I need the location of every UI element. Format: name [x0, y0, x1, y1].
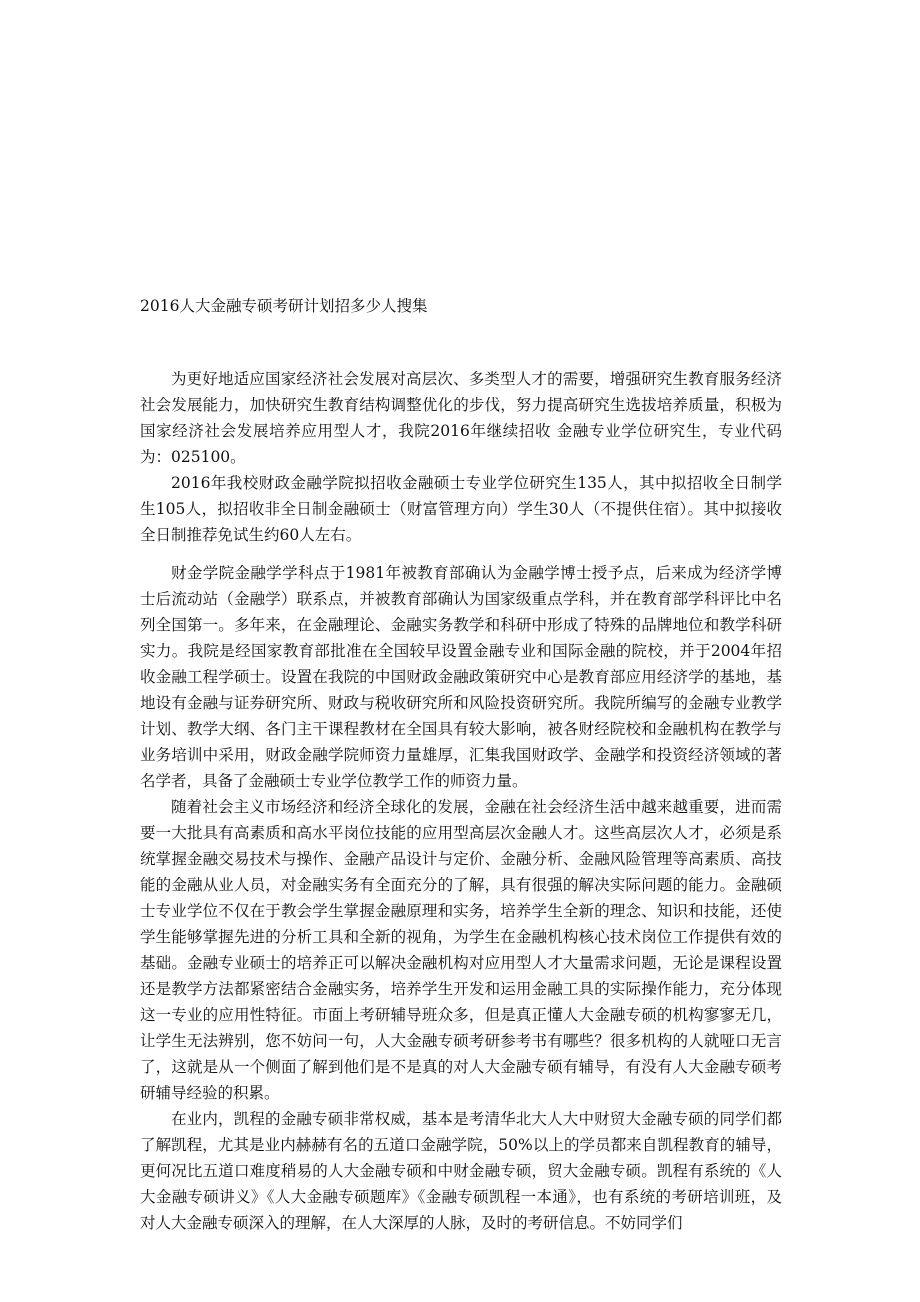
intro-section: [140, 366, 782, 548]
paragraph: 随着社会主义市场经济和经济全球化的发展，金融在社会经济生活中越来越重要，进而需要一大批具有高素质和高水平岗位技能的应用型高层次金融人才。这些高层次人才，必须是系统掌握金融交易技术与操作、金融产品设计与定价、金融分析、金融风险管理等高素质、高技能的金融从业人员，对金融实务有全面充分的了解，具有很强的解决实际问题的能力。金融硕士专业学位不仅在于教会学生掌握金融原理和实务，培养学生全新的理念、知识和技能，还使学生能够掌握先进的分析工具和全新的视角，为学生在金融机构核心技术岗位工作提供有效的基础。金融专业硕士的培养正可以解决金融机构对应用型人才大量需求问题，无论是课程设置还是教学方法都紧密结合金融实务，培养学生开发和运用金融工具的实际操作能力，充分体现这一专业的应用性特征。市面上考研辅导班众多，但是真正懂人大金融专硕的机构寥寥无几，让学生无法辨别，您不妨问一句，人大金融专硕考研参考书有哪些？很多机构的人就哑口无言了，这就是从一个侧面了解到他们是不是真的对人大金融专硕有辅导，有没有人大金融专硕考研辅导经验的积累。: [140, 798, 782, 1102]
document-title: 2016人大金融专硕考研计划招多少人搜集: [140, 297, 428, 315]
paragraph: 为更好地适应国家经济社会发展对高层次、多类型人才的需要，增强研究生教育服务经济社会发展能力，加快研究生教育结构调整优化的步伐，努力提高研究生选拔培养质量，积极为国家经济社会发展培养应用型人才，我院2016年继续招收 金融专业学位研究生，专业代码为：025100。: [140, 370, 782, 466]
paragraph: 在业内，凯程的金融专硕非常权威，基本是考清华北大人大中财贸大金融专硕的同学们都了解凯程，尤其是业内赫赫有名的五道口金融学院，50%以上的学员都来自凯程教育的辅导，更何况比五道口难度稍易的人大金融专硕和中财金融专硕，贸大金融专硕。凯程有系统的《人大金融专硕讲义》《人大金融专硕题库》《金融专硕凯程一本通》，也有系统的考研培训班，及对人大金融专硕深入的理解，在人大深厚的人脉，及时的考研信息。不妨同学们: [140, 1110, 782, 1232]
paragraph: 2016年我校财政金融学院拟招收金融硕士专业学位研究生135人，其中拟招收全日制学生105人，拟招收非全日制金融硕士（财富管理方向）学生30人（不提供住宿）。其中拟接收全日制推荐免试生约60人左右。: [140, 474, 782, 544]
body-section: [140, 560, 782, 1236]
paragraph: 财金学院金融学学科点于1981年被教育部确认为金融学博士授予点，后来成为经济学博士后流动站（金融学）联系点，并被教育部确认为国家级重点学科，并在教育部学科评比中名列全国第一。多年来，在金融理论、金融实务教学和科研中形成了特殊的品牌地位和教学科研实力。我院是经国家教育部批准在全国较早设置金融专业和国际金融的院校，并于2004年招收金融工程学硕士。设置在我院的中国财政金融政策研究中心是教育部应用经济学的基地，基地设有金融与证券研究所、财政与税收研究所和风险投资研究所。我院所编写的金融专业教学计划、教学大纲、各门主干课程教材在全国具有较大影响，被各财经院校和金融机构在教学与业务培训中采用，财政金融学院师资力量雄厚，汇集我国财政学、金融学和投资经济领域的著名学者，具备了金融硕士专业学位教学工作的师资力量。: [140, 564, 782, 790]
